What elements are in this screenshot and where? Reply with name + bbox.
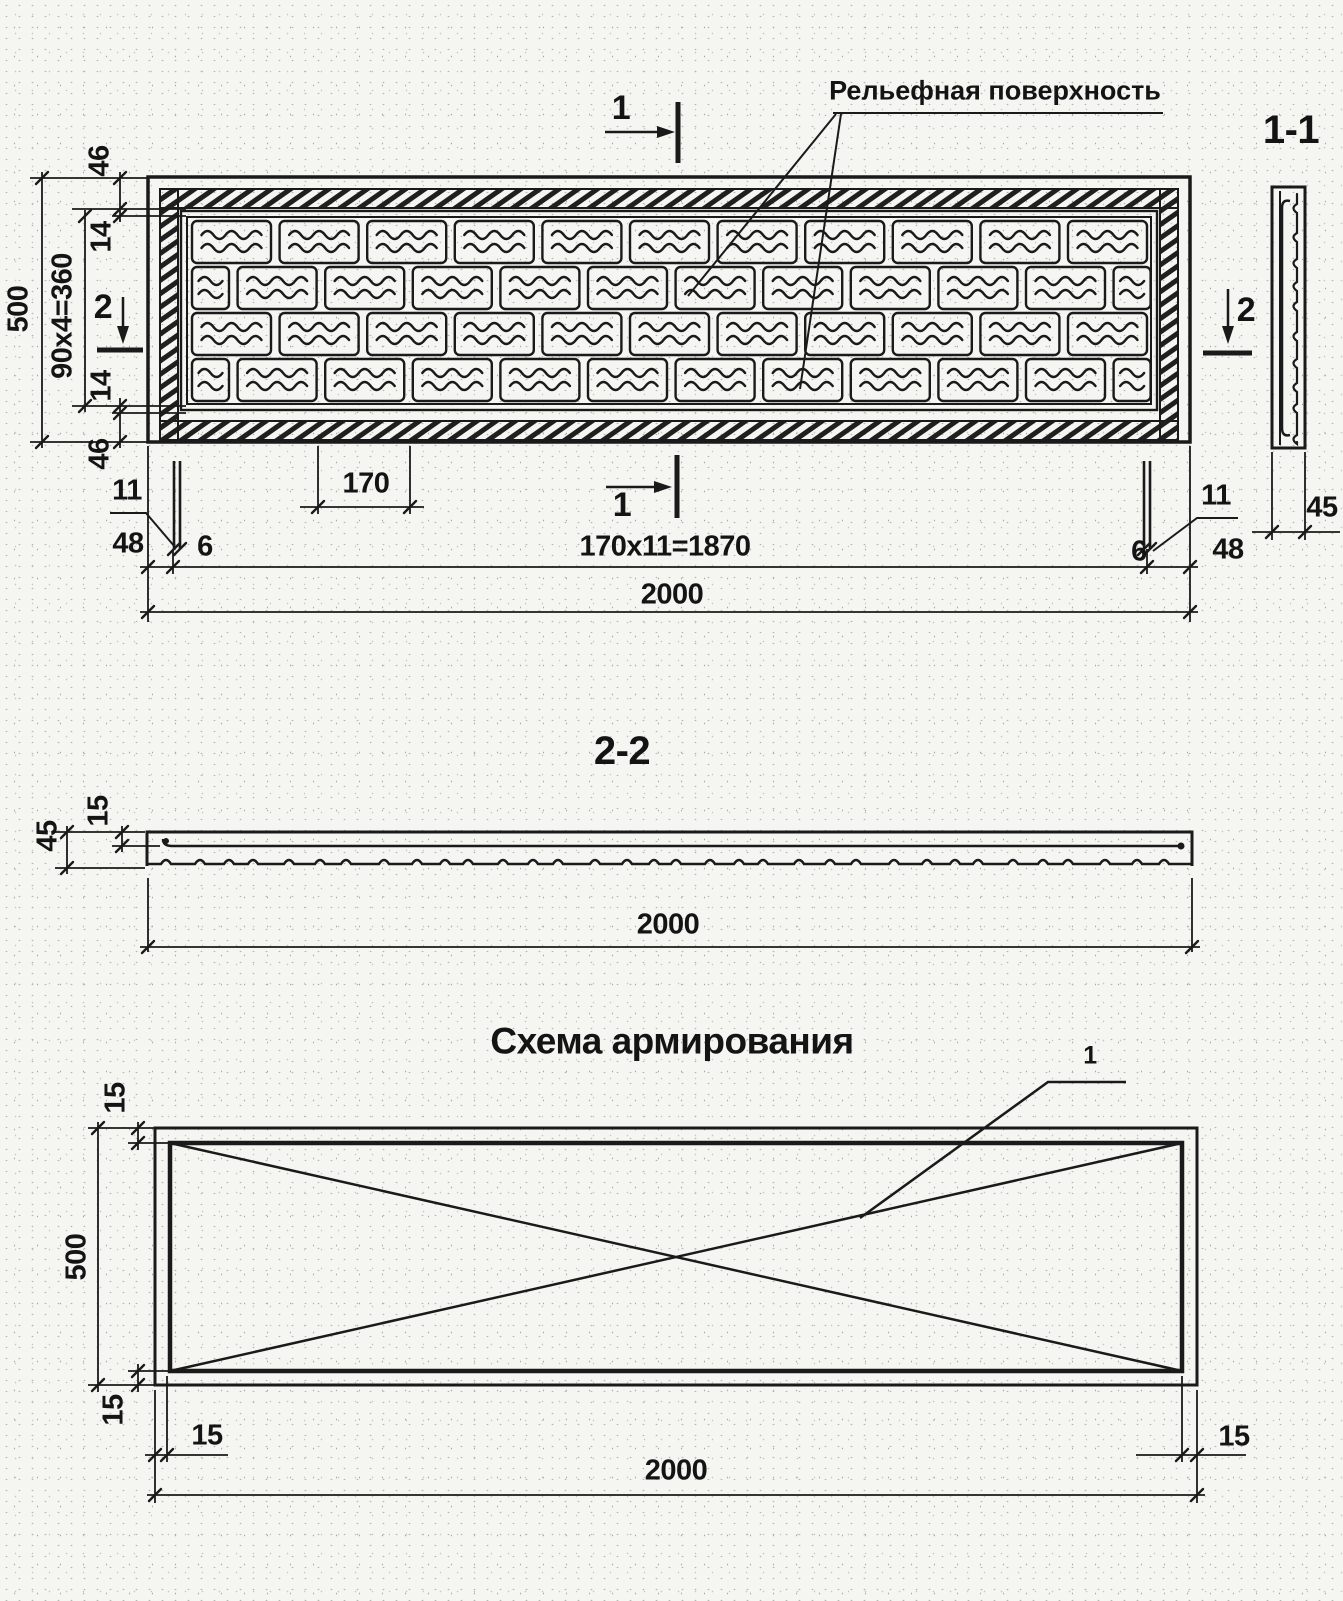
dim-2000-topview: 2000	[640, 578, 704, 611]
rebar-diagonals	[170, 1143, 1182, 1371]
dim-500-topview: 500	[2, 285, 35, 333]
relief-edge-1-1	[1294, 194, 1298, 444]
dim-170: 170	[342, 467, 390, 500]
dim-15-scheme-right: 15	[1218, 1420, 1250, 1453]
brick-relief-field	[192, 221, 1151, 401]
section-2-2-view	[55, 826, 1200, 952]
reinforcement-scheme-title: Схема армирования	[490, 1020, 854, 1062]
dim-2000-scheme: 2000	[644, 1454, 708, 1487]
rope-border	[160, 189, 1178, 440]
dim-46-bottom: 46	[83, 438, 116, 470]
marker-1-top: 1	[611, 89, 631, 127]
dim-48-right: 48	[1212, 533, 1244, 566]
rebar-1-1	[1282, 201, 1290, 436]
dim-45-section11: 45	[1306, 491, 1338, 524]
dim-48-left: 48	[112, 527, 144, 560]
dim-11-left: 11	[112, 474, 142, 507]
rebar-2-2	[163, 839, 1180, 846]
dim-15-scheme-left: 15	[191, 1419, 223, 1452]
dim-2000-section22: 2000	[636, 908, 700, 941]
dim-15-section22: 15	[82, 795, 115, 827]
section-2-2-title: 2-2	[593, 729, 651, 773]
dim-15-scheme-bottom: 15	[97, 1394, 130, 1426]
callout-1: 1	[1083, 1041, 1097, 1070]
reinforcement-scheme-view	[88, 1082, 1246, 1503]
dim-90x4-360: 90x4=360	[46, 253, 79, 379]
dim-6-right: 6	[1131, 535, 1147, 568]
dim-45-section22: 45	[31, 820, 64, 852]
dim-500-scheme: 500	[60, 1233, 93, 1281]
marker-2-right: 2	[1236, 291, 1256, 329]
marker-2-left: 2	[93, 288, 113, 326]
relief-edge-2-2	[149, 860, 1190, 864]
dim-14-bottom: 14	[85, 370, 118, 402]
section-1-1-view	[1252, 187, 1340, 540]
callout-leader	[860, 1082, 1126, 1218]
dim-15-scheme-top: 15	[99, 1082, 132, 1114]
marker-1-bottom: 1	[612, 486, 632, 524]
section-1-1-title: 1-1	[1262, 108, 1320, 152]
dim-46-top: 46	[83, 145, 116, 177]
top-view-panel	[148, 177, 1190, 442]
dim-170x11-1870: 170x11=1870	[579, 530, 751, 563]
dim-14-top: 14	[85, 221, 118, 253]
relief-surface-label: Рельефная поверхность	[829, 75, 1161, 106]
dimension-ticks	[31, 172, 1311, 1501]
dim-11-right: 11	[1201, 479, 1231, 512]
dim-6-left: 6	[197, 530, 213, 563]
